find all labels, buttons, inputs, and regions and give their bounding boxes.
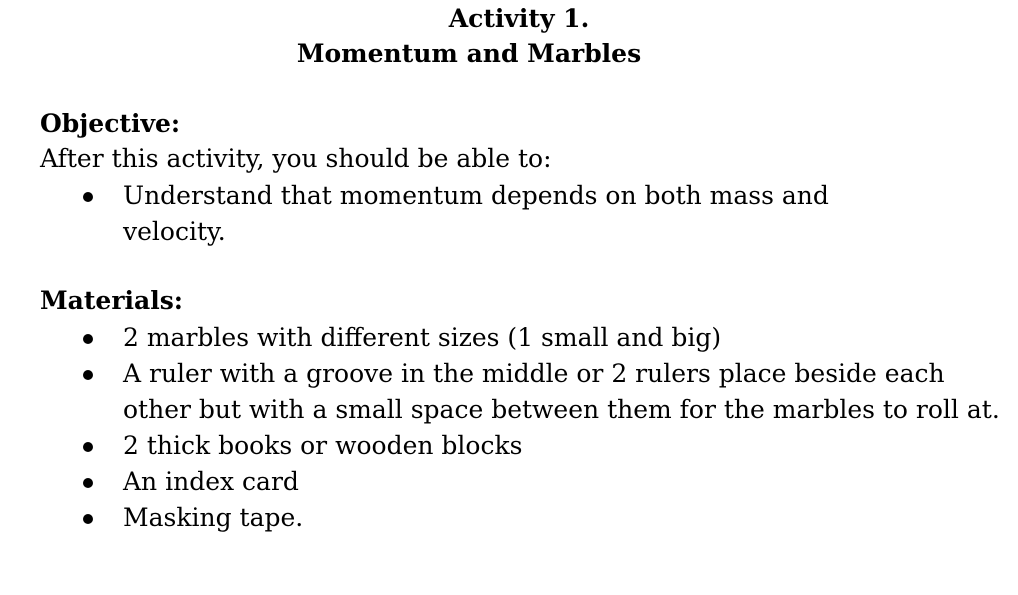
objective-list bbox=[0, 178, 1018, 250]
objective-heading: Objective: bbox=[40, 109, 181, 138]
bullet-icon bbox=[83, 442, 93, 452]
objective-item-text: Understand that momentum depends on both mass and velocity. bbox=[123, 181, 829, 246]
list-item bbox=[0, 356, 1018, 428]
materials-heading: Materials: bbox=[40, 286, 183, 315]
bullet-icon bbox=[83, 192, 93, 202]
list-item bbox=[0, 428, 1018, 464]
bullet-icon bbox=[83, 478, 93, 488]
material-item-text: Masking tape. bbox=[123, 503, 304, 532]
bullet-icon bbox=[83, 514, 93, 524]
bullet-icon bbox=[83, 334, 93, 344]
material-item-text: 2 thick books or wooden blocks bbox=[123, 431, 523, 460]
material-item-text: 2 marbles with different sizes (1 small and big) bbox=[123, 323, 722, 352]
material-item-text: An index card bbox=[123, 467, 299, 496]
list-item bbox=[0, 500, 1018, 536]
materials-list bbox=[0, 320, 1018, 536]
objective-intro: After this activity, you should be able to: bbox=[40, 144, 552, 173]
list-item bbox=[0, 178, 1018, 250]
activity-name-title: Momentum and Marbles bbox=[296, 39, 642, 68]
activity-number-title: Activity 1. bbox=[448, 4, 590, 33]
bullet-icon bbox=[83, 370, 93, 380]
list-item bbox=[0, 320, 1018, 356]
material-item-text: A ruler with a groove in the middle or 2 rulers place beside each other but with a small space between them for the marbles to roll at. bbox=[123, 359, 1000, 424]
list-item bbox=[0, 464, 1018, 500]
